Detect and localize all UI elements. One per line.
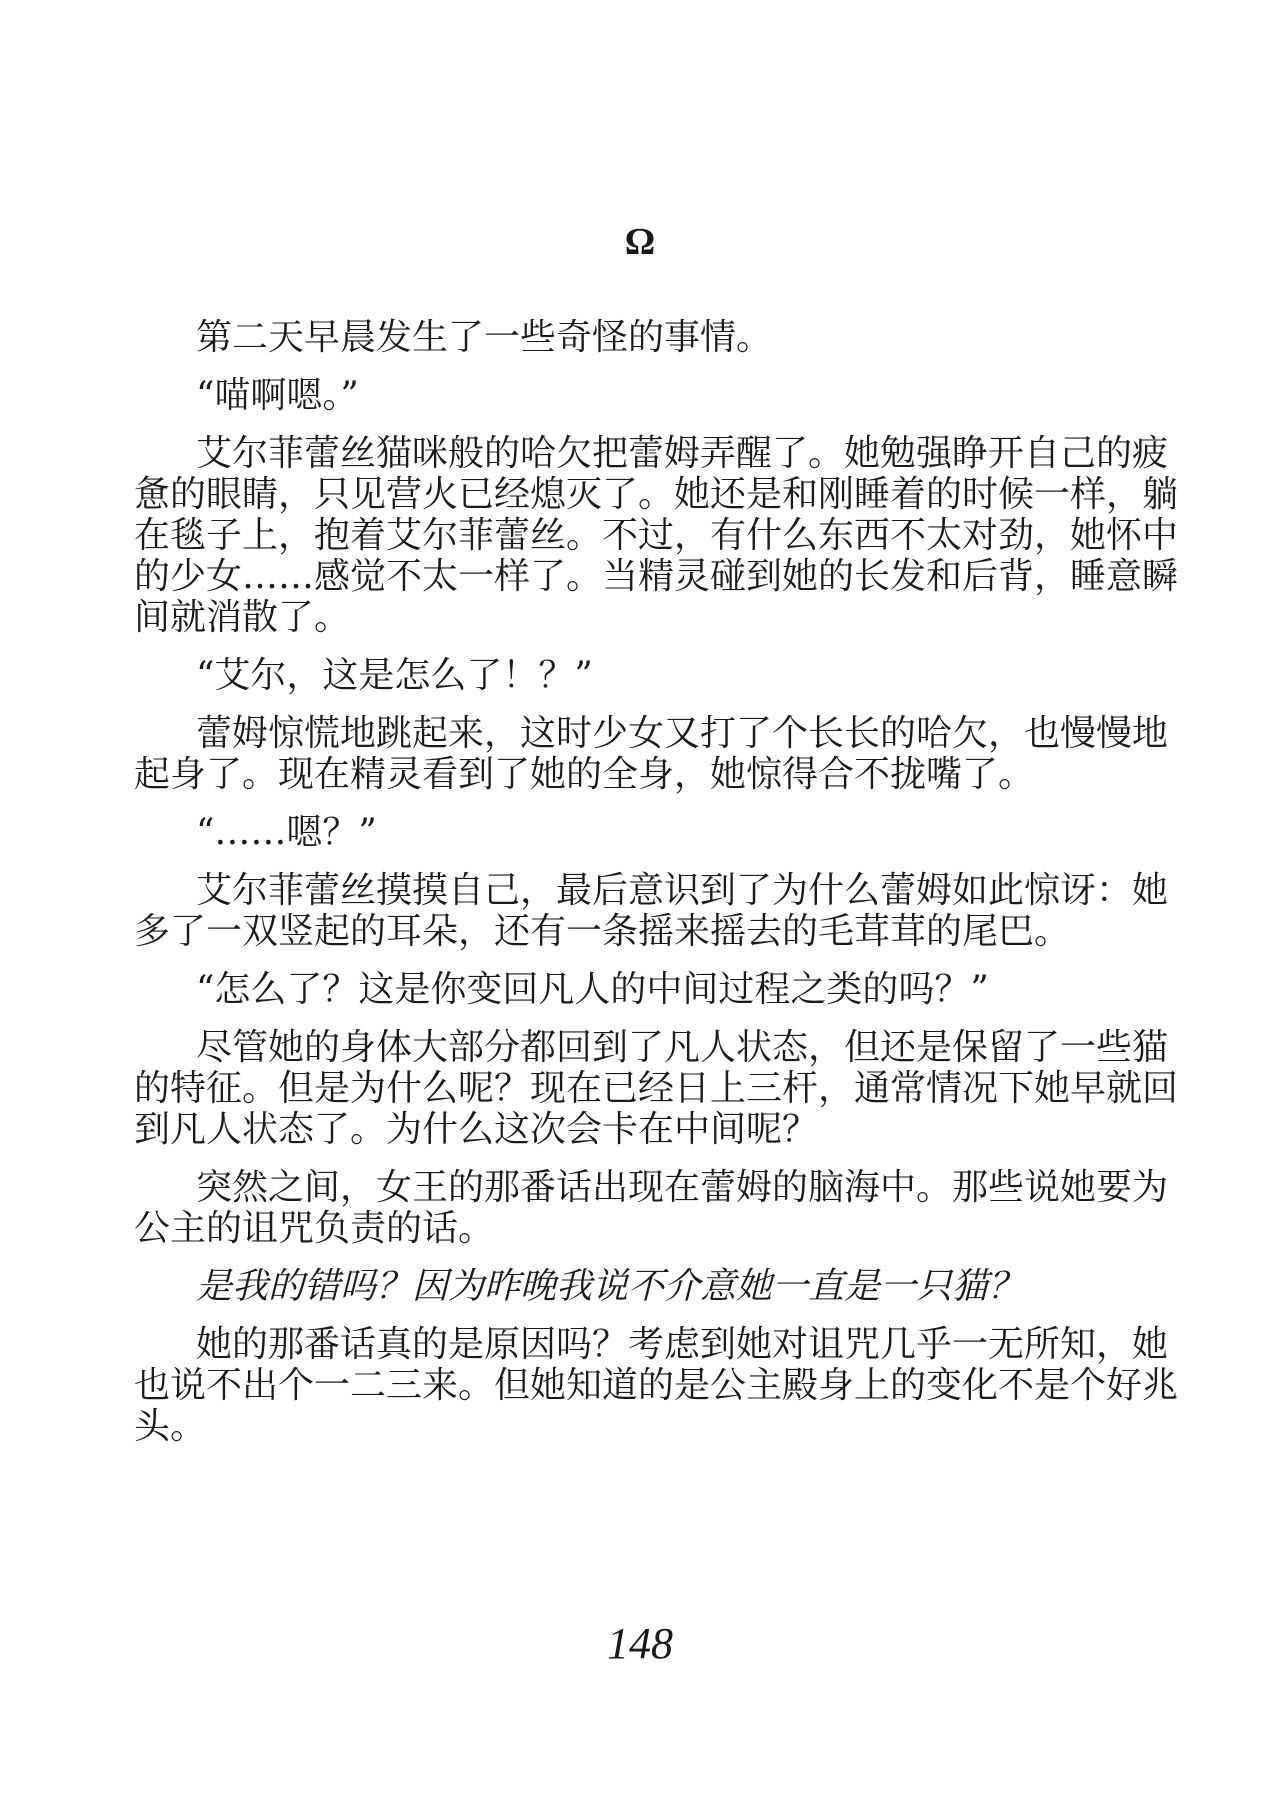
text-line: 间就消散了。 bbox=[134, 597, 351, 638]
text-line: 的特征。但是为什么呢？现在已经日上三杆，通常情况下她早就回 bbox=[134, 1068, 1179, 1109]
paragraph bbox=[134, 1027, 1179, 1150]
text-line: “……嗯？” bbox=[196, 812, 377, 853]
paragraph bbox=[134, 812, 1064, 853]
text-line: 公主的诅咒负责的话。 bbox=[134, 1208, 495, 1249]
paragraph bbox=[134, 1324, 1179, 1447]
text-line: 第二天早晨发生了一些奇怪的事情。 bbox=[196, 317, 773, 358]
page-number: 148 bbox=[607, 1619, 673, 1668]
paragraph bbox=[134, 655, 1064, 696]
text-line: 是我的错吗？因为昨晚我说不介意她一直是一只猫？ bbox=[196, 1266, 1025, 1307]
text-line: 到凡人状态了。为什么这次会卡在中间呢？ bbox=[134, 1109, 819, 1150]
text-line: 她的那番话真的是原因吗？考虑到她对诅咒几乎一无所知，她 bbox=[196, 1324, 1169, 1365]
paragraph bbox=[134, 375, 1064, 416]
text-line: 艾尔菲蕾丝摸摸自己，最后意识到了为什么蕾姆如此惊讶：她 bbox=[196, 870, 1169, 911]
body-text bbox=[134, 317, 1179, 1464]
paragraph bbox=[134, 317, 1064, 358]
text-line: “艾尔，这是怎么了！？” bbox=[196, 655, 593, 696]
text-line: “喵啊嗯。” bbox=[196, 375, 359, 416]
paragraph bbox=[134, 969, 1064, 1010]
text-line: 蕾姆惊慌地跳起来，这时少女又打了个长长的哈欠，也慢慢地 bbox=[196, 713, 1169, 754]
paragraph bbox=[134, 713, 1169, 795]
text-line: 也说不出个一二三来。但她知道的是公主殿身上的变化不是个好兆 bbox=[134, 1365, 1179, 1406]
paragraph bbox=[134, 870, 1169, 952]
text-line: 尽管她的身体大部分都回到了凡人状态，但还是保留了一些猫 bbox=[196, 1027, 1169, 1068]
paragraph bbox=[134, 1167, 1169, 1249]
text-line: 头。 bbox=[134, 1406, 207, 1447]
text-line: 惫的眼睛，只见营火已经熄灭了。她还是和刚睡着的时候一样，躺 bbox=[134, 474, 1179, 515]
paragraph bbox=[134, 433, 1179, 638]
text-line: 在毯子上，抱着艾尔菲蕾丝。不过，有什么东西不太对劲，她怀中 bbox=[134, 515, 1179, 556]
text-line: 起身了。现在精灵看到了她的全身，她惊得合不拢嘴了。 bbox=[134, 754, 1035, 795]
text-line: 多了一双竖起的耳朵，还有一条摇来摇去的毛茸茸的尾巴。 bbox=[134, 911, 1071, 952]
text-line: 突然之间，女王的那番话出现在蕾姆的脑海中。那些说她要为 bbox=[196, 1167, 1169, 1208]
text-line: 艾尔菲蕾丝猫咪般的哈欠把蕾姆弄醒了。她勉强睁开自己的疲 bbox=[196, 433, 1169, 474]
paragraph bbox=[134, 1266, 1064, 1307]
section-break-mark: Ω bbox=[624, 221, 656, 263]
text-line: 的少女……感觉不太一样了。当精灵碰到她的长发和后背，睡意瞬 bbox=[134, 556, 1179, 597]
text-line: “怎么了？这是你变回凡人的中间过程之类的吗？” bbox=[196, 969, 989, 1010]
